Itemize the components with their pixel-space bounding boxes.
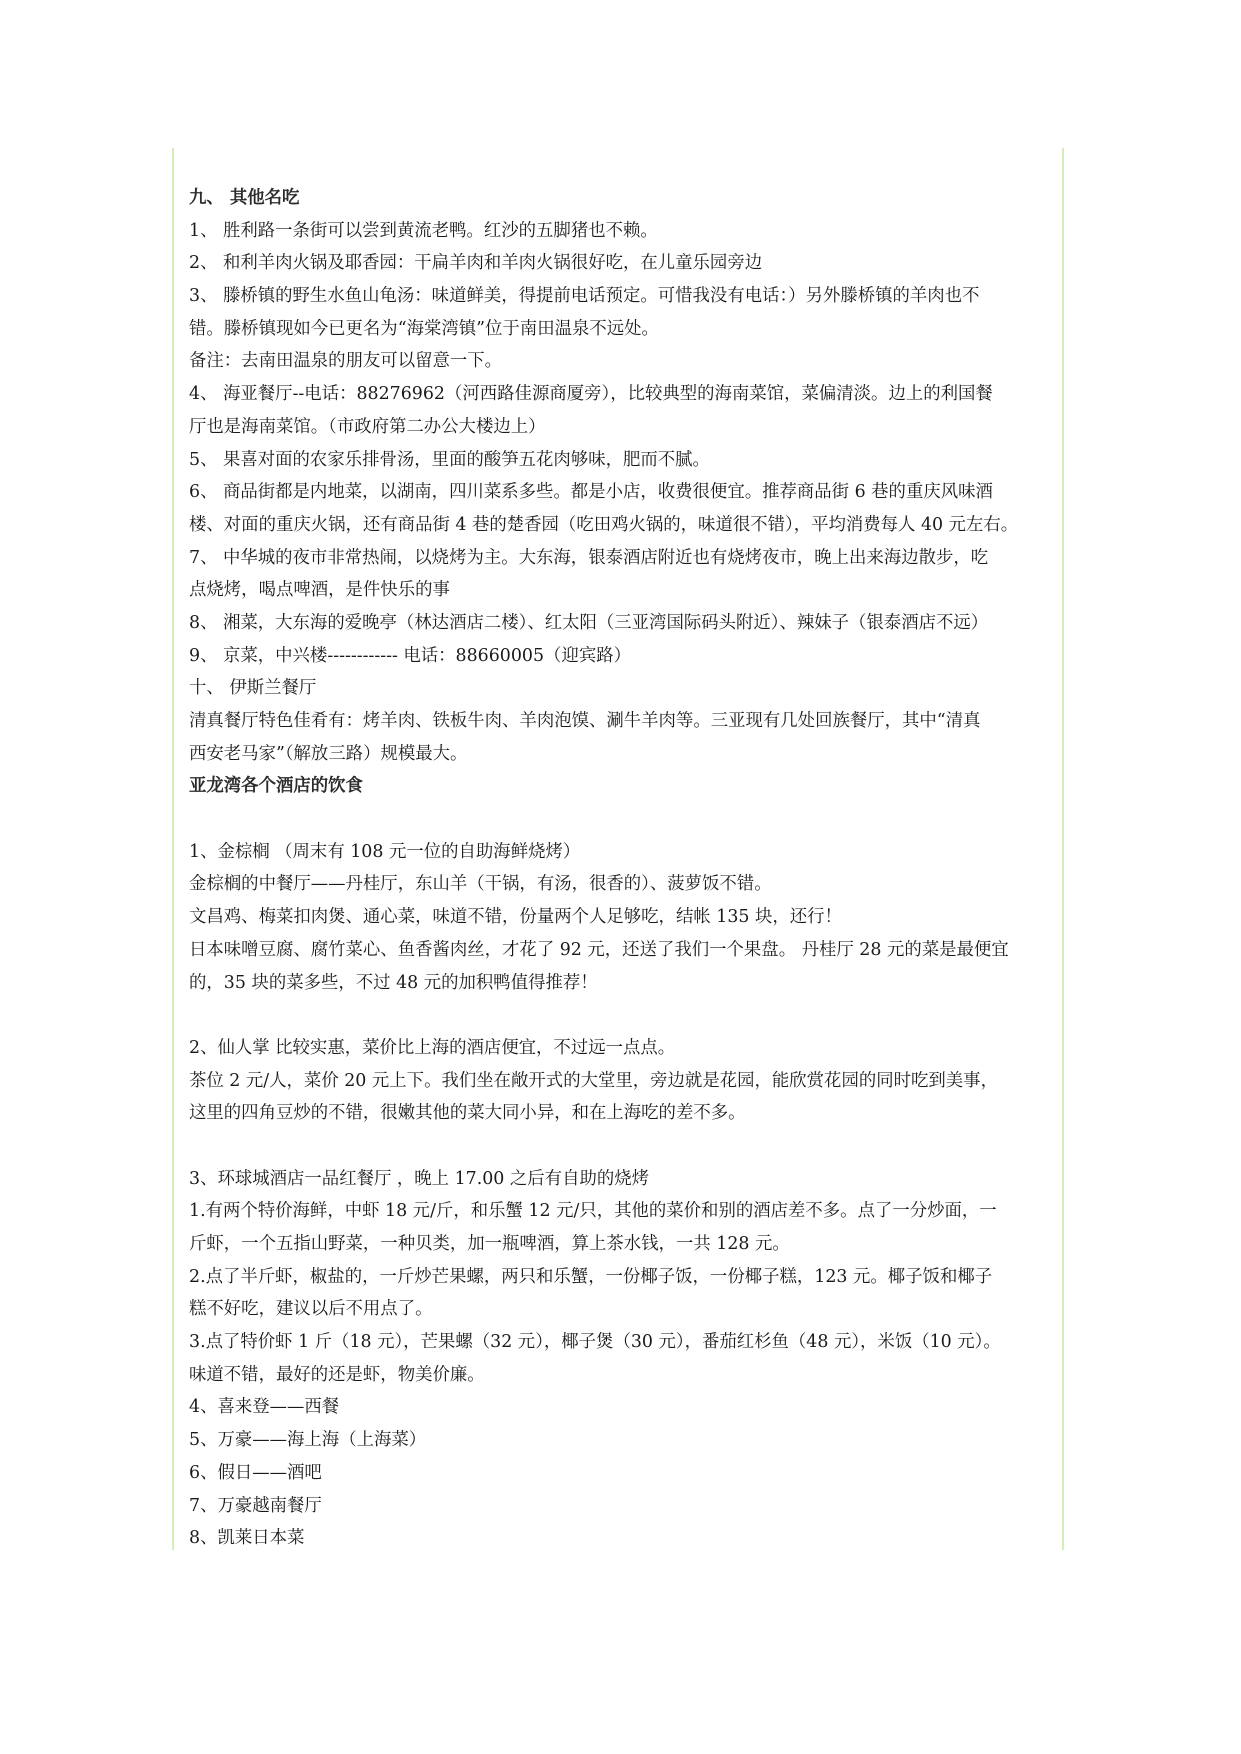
text-line: 1、金棕榈 （周末有 108 元一位的自助海鲜烧烤）: [189, 841, 581, 862]
text-line: 茶位 2 元/人，菜价 20 元上下。我们坐在敞开式的大堂里，旁边就是花园，能欣赏花园的同时吃到美事，: [189, 1070, 998, 1091]
blank-line: [189, 1130, 1055, 1163]
text-line: 西安老马家”（解放三路）规模最大。: [189, 743, 468, 764]
blank-line: [189, 803, 1055, 836]
document-body: [189, 182, 1055, 1555]
text-line: 糕不好吃，建议以后不用点了。: [189, 1299, 433, 1320]
text-line: 1.有两个特价海鲜，中虾 18 元/斤，和乐蟹 12 元/只，其他的菜价和别的酒店差不多。点了一分炒面，一: [189, 1201, 997, 1222]
text-line: 文昌鸡、梅菜扣肉煲、通心菜，味道不错，份量两个人足够吃，结帐 135 块，还行！: [189, 907, 842, 928]
right-border-rule: [1062, 148, 1064, 1550]
text-line: 6、假日——酒吧: [189, 1462, 322, 1483]
text-line: 3、环球城酒店一品红餐厅 ，晚上 17.00 之后有自助的烧烤: [189, 1168, 650, 1189]
text-line: 9、 京菜，中兴楼------------ 电话：88660005（迎宾路）: [189, 645, 632, 666]
text-line: 点烧烤，喝点啤酒，是件快乐的事: [189, 580, 450, 601]
text-line: 日本味噌豆腐、腐竹菜心、鱼香酱肉丝，才花了 92 元，还送了我们一个果盘。 丹桂厅 28 元的菜是最便宜: [189, 939, 1009, 960]
text-line: 清真餐厅特色佳肴有：烤羊肉、铁板牛肉、羊肉泡馍、涮牛羊肉等。三亚现有几处回族餐厅，其中“清真: [189, 711, 981, 731]
text-line: 金棕榈的中餐厅——丹桂厅，东山羊（干锅，有汤，很香的）、菠萝饭不错。: [189, 874, 772, 895]
text-line: 2、仙人掌 比较实惠，菜价比上海的酒店便宜，不过远一点点。: [189, 1037, 676, 1058]
text-line: 8、 湘菜，大东海的爱晚亭（林达酒店二楼）、红太阳（三亚湾国际码头附近）、辣妹子（银泰酒店不远）: [189, 612, 989, 633]
left-border-rule: [172, 148, 174, 1550]
text-line: 楼、对面的重庆火锅，还有商品街 4 巷的楚香园（吃田鸡火锅的，味道很不错），平均消费每人 40 元左右。: [189, 514, 1019, 535]
text-line: 5、万豪——海上海（上海菜）: [189, 1430, 427, 1451]
text-line: 的，35 块的菜多些，不过 48 元的加积鸭值得推荐！: [189, 972, 598, 993]
text-line: 错。滕桥镇现如今已更名为“海棠湾镇”位于南田温泉不远处。: [189, 318, 659, 339]
text-line: 7、万豪越南餐厅: [189, 1495, 322, 1516]
text-line: 6、 商品街都是内地菜，以湖南，四川菜系多些。都是小店，收费很便宜。推荐商品街 6 巷的重庆风味酒: [189, 482, 993, 503]
text-line: 7、 中华城的夜市非常热闹，以烧烤为主。大东海，银泰酒店附近也有烧烤夜市，晚上出来海边散步，吃: [189, 547, 989, 568]
text-line: 备注：去南田温泉的朋友可以留意一下。: [189, 351, 503, 372]
text-line: 4、喜来登——西餐: [189, 1397, 340, 1418]
text-line: 3、 滕桥镇的野生水鱼山龟汤：味道鲜美，得提前电话预定。可惜我没有电话：）另外滕桥镇的羊肉也不: [189, 286, 980, 307]
text-line: 2、 和利羊肉火锅及耶香园：干扁羊肉和羊肉火锅很好吃，在儿童乐园旁边: [189, 253, 763, 274]
text-line: 1、 胜利路一条街可以尝到黄流老鸭。红沙的五脚猪也不赖。: [189, 220, 658, 241]
text-line: 3.点了特价虾 1 斤（18 元），芒果螺（32 元），椰子煲（30 元），番茄红杉鱼（48 元），米饭（10 元）。: [189, 1332, 1001, 1353]
text-line: 斤虾，一个五指山野菜，一种贝类，加一瓶啤酒，算上茶水钱，一共 128 元。: [189, 1234, 790, 1254]
text-line: 4、 海亚餐厅--电话：88276962（河西路佳源商厦旁），比较典型的海南菜馆，菜偏清淡。边上的利国餐: [189, 384, 993, 405]
text-line: 2.点了半斤虾，椒盐的，一斤炒芒果螺，两只和乐蟹，一份椰子饭，一份椰子糕，123 元。椰子饭和椰子: [189, 1266, 993, 1287]
text-line: 8、凯莱日本菜: [189, 1528, 305, 1549]
text-line: 味道不错，最好的还是虾，物美价廉。: [189, 1364, 485, 1385]
text-line: 这里的四角豆炒的不错，很嫩其他的菜大同小异，和在上海吃的差不多。: [189, 1103, 746, 1124]
text-line: 十、 伊斯兰餐厅: [189, 678, 317, 699]
section-heading: 九、 其他名吃: [189, 188, 300, 208]
text-line: 5、 果喜对面的农家乐排骨汤，里面的酸笋五花肉够味，肥而不腻。: [189, 449, 710, 470]
blank-line: [189, 999, 1055, 1032]
text-line: 厅也是海南菜馆。（市政府第二办公大楼边上）: [189, 416, 546, 437]
section-heading: 亚龙湾各个酒店的饮食: [189, 776, 363, 797]
